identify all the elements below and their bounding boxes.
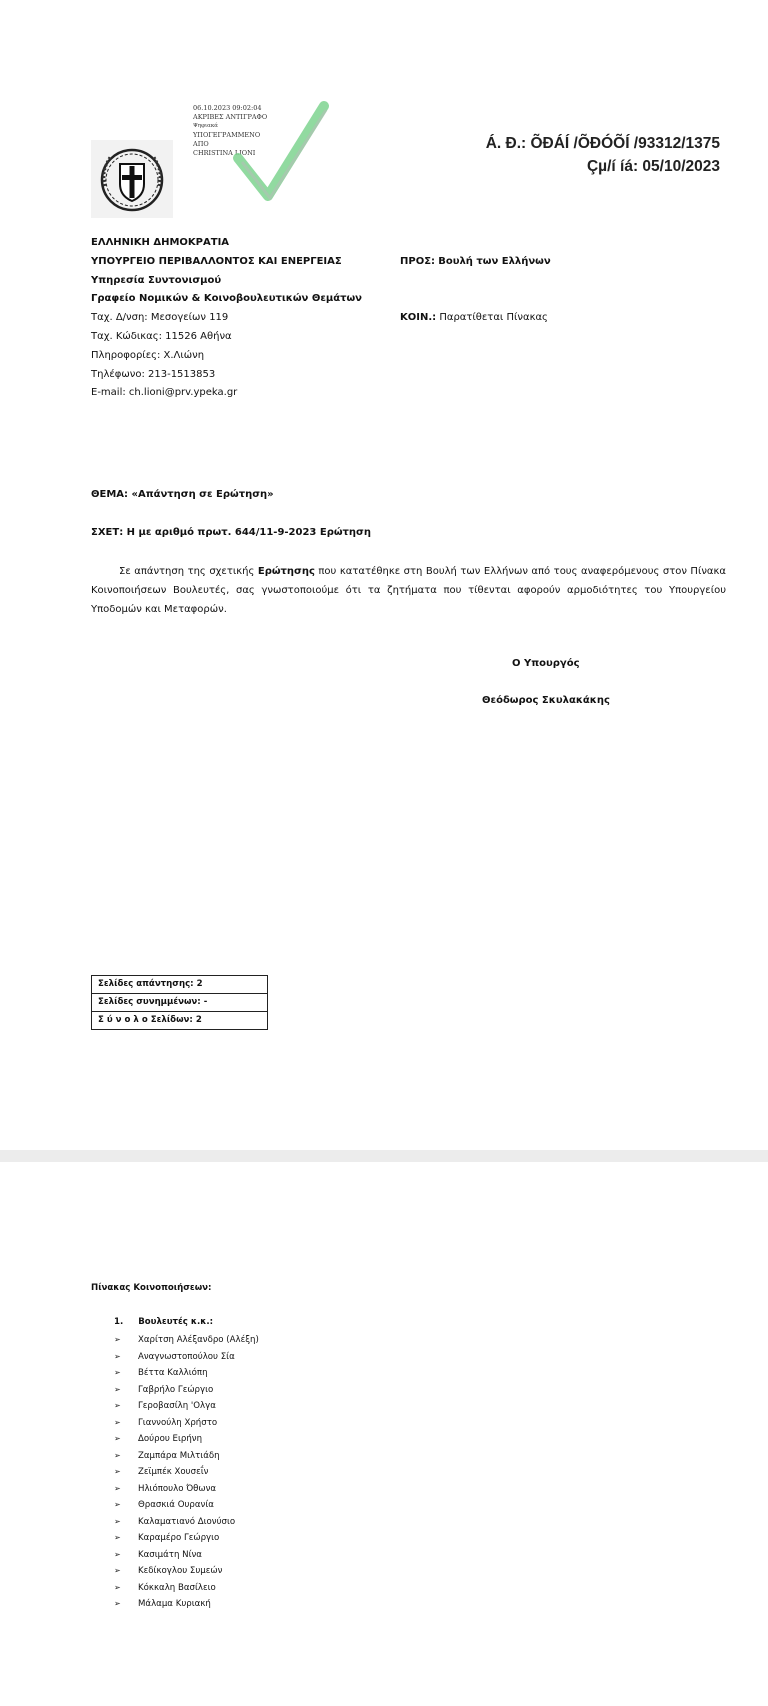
arrow-bullet-icon: ➢ (114, 1549, 121, 1559)
to-value: Βουλή των Ελλήνων (438, 256, 551, 267)
subject-line: ΘΕΜΑ: «Απάντηση σε Ερώτηση» (91, 489, 274, 500)
member-name: Αναγνωστοπούλου Σία (138, 1351, 235, 1362)
sender-office: Γραφείο Νομικών & Κοινοβουλευτικών Θεμάτων (91, 293, 362, 305)
member-name: Κεδίκογλου Συμεών (138, 1566, 223, 1576)
list-item (114, 1382, 259, 1399)
list-item (114, 1448, 259, 1465)
sender-email: E-mail: ch.lioni@prv.ypeka.gr (91, 387, 238, 399)
sender-phone: Τηλέφωνο: 213-1513853 (91, 368, 216, 380)
stamp-line: 06.10.2023 09:02:04 (193, 104, 262, 112)
stamp-line: CHRISTINA LIONI (193, 149, 256, 157)
recipient-to (400, 256, 551, 267)
member-name: Βέττα Καλλιόπη (138, 1368, 208, 1378)
list-item (114, 1481, 259, 1498)
list-item (114, 1349, 259, 1366)
stamp-line: ΑΚΡΙΒΕΣ ΑΝΤΙΓΡΑΦΟ (193, 113, 268, 121)
greek-coat-of-arms-emblem (91, 140, 173, 218)
list-item (114, 1431, 259, 1448)
member-name: Ζαμπάρα Μιλτιάδη (138, 1450, 220, 1461)
cc-table-title: Πίνακας Κοινοποιήσεων: (91, 1283, 212, 1293)
arrow-bullet-icon: ➢ (114, 1582, 121, 1592)
stamp-line: ΑΠΟ (193, 140, 209, 148)
member-name: Χαρίτση Αλέξανδρο (Αλέξη) (138, 1335, 259, 1345)
sender-ministry: ΥΠΟΥΡΓΕΙΟ ΠΕΡΙΒΑΛΛΟΝΤΟΣ ΚΑΙ ΕΝΕΡΓΕΙΑΣ (91, 255, 342, 267)
arrow-bullet-icon: ➢ (114, 1401, 121, 1410)
member-name: Γαβρήλο Γεώργιο (138, 1384, 214, 1395)
protocol-number (486, 132, 720, 178)
arrow-bullet-icon: ➢ (114, 1384, 121, 1394)
arrow-bullet-icon: ➢ (114, 1599, 121, 1608)
list-item (114, 1497, 259, 1514)
page-count-box (91, 975, 268, 1030)
arrow-bullet-icon: ➢ (114, 1483, 121, 1493)
reference-line: ΣΧΕΤ: Η με αριθμό πρωτ. 644/11-9-2023 Ερώτηση (91, 527, 371, 538)
arrow-bullet-icon: ➢ (114, 1566, 121, 1575)
member-name: Θρασκιά Ουρανία (138, 1500, 214, 1510)
member-name: Κόκκαλη Βασίλειο (138, 1582, 216, 1593)
page-separator (0, 1150, 768, 1162)
cc-value: Παρατίθεται Πίνακας (439, 312, 548, 323)
body-paragraph (91, 562, 726, 619)
arrow-bullet-icon: ➢ (114, 1533, 121, 1542)
sender-info: Πληροφορίες: Χ.Λιώνη (91, 349, 205, 361)
body-text-part: Σε απάντηση της σχετικής (119, 566, 258, 577)
protocol-number-line: Á. Đ.: ÕĐÁÍ /ÕĐÓÕÍ /93312/1375 (485, 135, 720, 152)
cc-member-list (114, 1332, 259, 1613)
arrow-bullet-icon: ➢ (114, 1434, 121, 1443)
sender-block (91, 234, 362, 403)
sender-address: Ταχ. Δ/νση: Μεσογείων 119 (91, 312, 229, 324)
attachment-pages-row: Σελίδες συνημμένων: - (92, 994, 267, 1012)
sender-service: Υπηρεσία Συντονισμού (91, 274, 222, 286)
arrow-bullet-icon: ➢ (114, 1500, 121, 1509)
protocol-date-line: Çµ/í íá: 05/10/2023 (586, 158, 720, 175)
cc-label: ΚΟΙΝ.: (400, 312, 437, 323)
list-item (114, 1563, 259, 1580)
body-bold-term: Ερώτησης (257, 566, 315, 577)
answer-pages-row: Σελίδες απάντησης: 2 (92, 976, 267, 994)
list-item (114, 1580, 259, 1597)
cc-group-number: 1. (114, 1317, 124, 1327)
arrow-bullet-icon: ➢ (114, 1516, 121, 1526)
list-item (114, 1398, 259, 1415)
member-name: Μάλαμα Κυριακή (138, 1599, 211, 1609)
list-item (114, 1530, 259, 1547)
arrow-bullet-icon: ➢ (114, 1450, 121, 1460)
arrow-bullet-icon: ➢ (114, 1368, 121, 1377)
member-name: Ηλιόπουλο Όθωνα (138, 1483, 217, 1494)
arrow-bullet-icon: ➢ (114, 1351, 121, 1361)
list-item (114, 1596, 259, 1613)
list-item (114, 1547, 259, 1564)
minister-name: Θεόδωρος Σκυλακάκης (482, 695, 610, 706)
recipient-cc (400, 312, 548, 323)
sender-org: ΕΛΛΗΝΙΚΗ ΔΗΜΟΚΡΑΤΙΑ (91, 237, 230, 248)
body-text-part: που κατατέθηκε στη Βουλή των Ελλήνων από τους αναφερόμενους στον Πίνακα Κοινοποιήσεων Βουλευτές, σας γνωστοποιούμε ότι τα ζητήματα που τίθενται αφορούν αρμοδιότητες του Υπουργείου Υποδομών και Μεταφορών. (91, 566, 727, 615)
cc-group-label: Βουλευτές κ.κ.: (138, 1317, 214, 1327)
to-label: ΠΡΟΣ: (400, 256, 436, 267)
member-name: Καραμέρο Γεώργιο (138, 1533, 220, 1543)
member-name: Κασιμάτη Νίνα (138, 1549, 202, 1560)
list-item (114, 1464, 259, 1481)
cc-group-heading (114, 1317, 213, 1327)
arrow-bullet-icon: ➢ (114, 1335, 121, 1344)
total-pages-row: Σ ύ ν ο λ ο Σελίδων: 2 (98, 1015, 202, 1025)
member-name: Καλαματιανό Διονύσιο (138, 1516, 236, 1527)
list-item (114, 1365, 259, 1382)
sender-postal: Ταχ. Κώδικας: 11526 Αθήνα (91, 330, 232, 342)
member-name: Γεροβασίλη 'Ολγα (138, 1401, 216, 1411)
stamp-line: ΥΠΟΓΕΓΡΑΜΜΕΝΟ (193, 131, 261, 139)
member-name: Γιαννούλη Χρήστο (138, 1417, 218, 1428)
stamp-line: Ψηφιακά (193, 123, 218, 129)
minister-title: Ο Υπουργός (512, 658, 580, 669)
list-item (114, 1514, 259, 1531)
member-name: Ζεϊμπέκ Χουσεΐν (138, 1467, 209, 1477)
checkmark-icon (230, 100, 330, 204)
list-item (114, 1332, 259, 1349)
arrow-bullet-icon: ➢ (114, 1417, 121, 1427)
list-item (114, 1415, 259, 1432)
arrow-bullet-icon: ➢ (114, 1467, 121, 1476)
member-name: Δούρου Ειρήνη (138, 1434, 203, 1444)
